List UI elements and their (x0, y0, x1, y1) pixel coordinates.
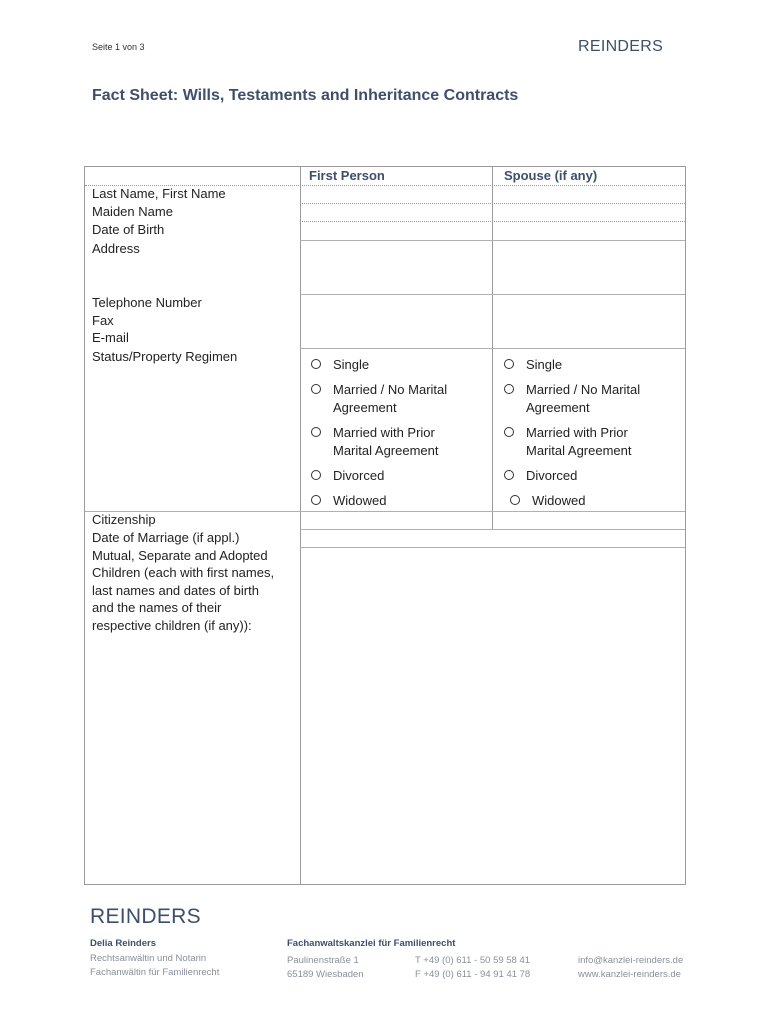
footer-firm: Fachanwaltskanzlei für Familienrecht (287, 938, 456, 949)
footer-person-title2: Fachanwältin für Familienrecht (90, 967, 220, 978)
label-telephone: Telephone Number (92, 295, 202, 310)
page-number: Seite 1 von 3 (92, 42, 145, 52)
first-contact-field[interactable] (301, 295, 492, 348)
label-children-line2: Children (each with first names, (92, 565, 275, 580)
first-name-field[interactable] (301, 186, 492, 203)
footer-street: Paulinenstraße 1 (287, 955, 359, 966)
label-children-line5: respective children (if any)): (92, 618, 252, 633)
footer-person-title1: Rechtsanwältin und Notarin (90, 953, 207, 964)
label-maiden-name: Maiden Name (92, 204, 173, 219)
spouse-name-field[interactable] (493, 186, 685, 203)
footer-phone: T +49 (0) 611 - 50 59 58 41 (415, 955, 531, 966)
radio-icon[interactable] (311, 470, 321, 480)
radio-icon[interactable] (311, 384, 321, 394)
column-header-first-person: First Person (309, 168, 385, 183)
spouse-contact-field[interactable] (493, 295, 685, 348)
row-divider (300, 348, 685, 349)
radio-icon[interactable] (311, 427, 321, 437)
footer-fax: F +49 (0) 611 - 94 91 41 78 (415, 969, 531, 980)
spouse-citizenship-field[interactable] (493, 512, 685, 529)
footer-person-name: Delia Reinders (90, 938, 156, 949)
footer-website-link[interactable]: www.kanzlei-reinders.de (578, 969, 681, 980)
radio-icon[interactable] (311, 495, 321, 505)
option-label: Widowed (532, 493, 586, 508)
spouse-dob-field[interactable] (493, 222, 685, 240)
brand-logo-footer: REINDERS (90, 905, 201, 928)
label-children-line3: last names and dates of birth (92, 583, 259, 598)
option-label: Divorced (526, 468, 578, 483)
radio-icon[interactable] (504, 359, 514, 369)
label-fax: Fax (92, 313, 114, 328)
option-label: Widowed (333, 493, 387, 508)
first-address-field[interactable] (301, 241, 492, 294)
option-label: Agreement (333, 400, 397, 415)
option-label: Married with Prior (333, 425, 435, 440)
marriage-date-field[interactable] (301, 530, 685, 547)
first-citizenship-field[interactable] (301, 512, 492, 529)
footer-email-link[interactable]: info@kanzlei-reinders.de (578, 955, 684, 966)
option-label: Single (333, 357, 370, 372)
children-field[interactable] (301, 548, 685, 884)
label-date-of-birth: Date of Birth (92, 222, 165, 237)
label-name: Last Name, First Name (92, 186, 226, 201)
label-citizenship: Citizenship (92, 512, 156, 527)
column-header-spouse: Spouse (if any) (504, 168, 598, 183)
fact-sheet-form (84, 166, 686, 885)
first-dob-field[interactable] (301, 222, 492, 240)
radio-icon[interactable] (504, 427, 514, 437)
label-status: Status/Property Regimen (92, 349, 238, 364)
label-address: Address (92, 241, 140, 256)
option-label: Divorced (333, 468, 385, 483)
label-email: E-mail (92, 330, 129, 345)
label-children-line4: and the names of their (92, 600, 222, 615)
footer-city: 65189 Wiesbaden (287, 969, 364, 980)
label-date-of-marriage: Date of Marriage (if appl.) (92, 530, 240, 545)
option-label: Single (526, 357, 563, 372)
radio-icon[interactable] (504, 470, 514, 480)
option-label: Marital Agreement (526, 443, 632, 458)
label-children-line1: Mutual, Separate and Adopted (92, 548, 268, 563)
option-label: Married with Prior (526, 425, 628, 440)
spouse-address-field[interactable] (493, 241, 685, 294)
radio-icon[interactable] (504, 384, 514, 394)
option-label: Marital Agreement (333, 443, 439, 458)
option-label: Agreement (526, 400, 590, 415)
page-title: Fact Sheet: Wills, Testaments and Inheritance Contracts (92, 87, 519, 104)
option-label: Married / No Marital (526, 382, 641, 397)
radio-icon[interactable] (311, 359, 321, 369)
first-maiden-name-field[interactable] (301, 204, 492, 221)
brand-logo-top: REINDERS (578, 38, 664, 55)
radio-icon[interactable] (510, 495, 520, 505)
option-label: Married / No Marital (333, 382, 448, 397)
spouse-maiden-name-field[interactable] (493, 204, 685, 221)
